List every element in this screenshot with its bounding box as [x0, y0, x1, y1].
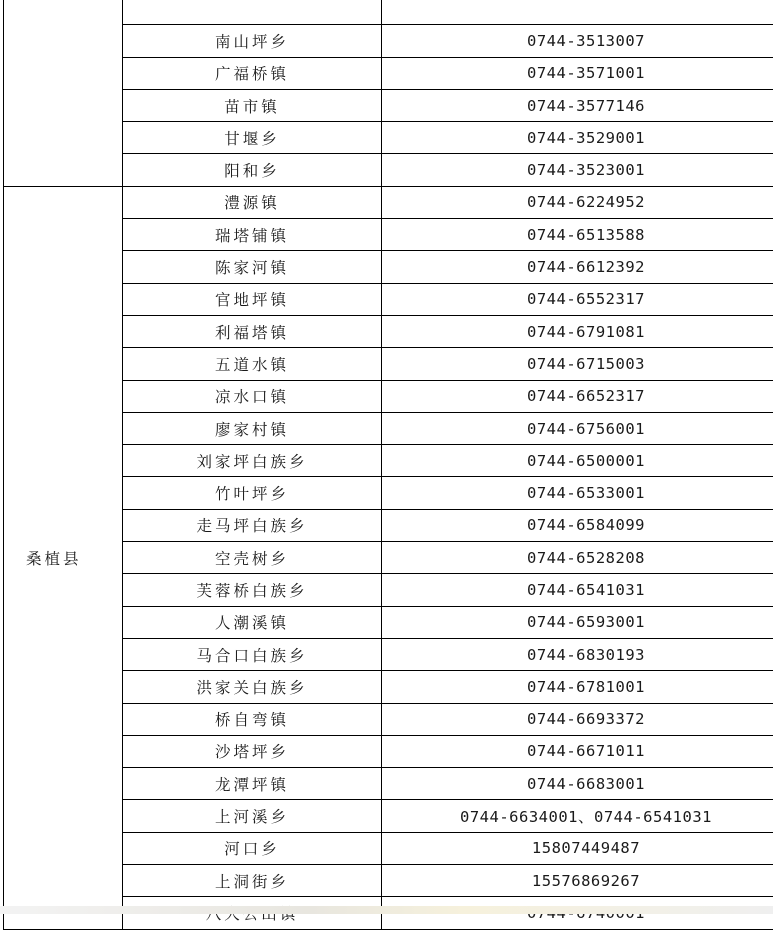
- town-cell: 南山坪乡: [123, 25, 382, 57]
- town-cell: 人潮溪镇: [123, 606, 382, 638]
- phone-cell: 0744-3577146: [382, 89, 773, 121]
- town-cell: 广福桥镇: [123, 57, 382, 89]
- town-cell: 桥自弯镇: [123, 703, 382, 735]
- phone-cell: 0744-6612392: [382, 251, 773, 283]
- phone-cell: 0744-6552317: [382, 283, 773, 315]
- phone-cell: 0744-6683001: [382, 768, 773, 800]
- town-cell: 利福塔镇: [123, 315, 382, 347]
- phone-cell: 0744-6652317: [382, 380, 773, 412]
- town-cell: 竹叶坪乡: [123, 477, 382, 509]
- phone-cell: 0744-3571001: [382, 57, 773, 89]
- phone-cell: 0744-6671011: [382, 735, 773, 767]
- phone-cell: 0744-6533001: [382, 477, 773, 509]
- town-cell: 河口乡: [123, 832, 382, 864]
- town-cell: 走马坪白族乡: [123, 509, 382, 541]
- phone-cell: 0744-6693372: [382, 703, 773, 735]
- town-cell: 上河溪乡: [123, 800, 382, 832]
- town-cell: 刘家坪白族乡: [123, 445, 382, 477]
- contact-table-body: [4, 0, 773, 929]
- town-cell: 马合口白族乡: [123, 638, 382, 670]
- contact-table: [3, 0, 773, 930]
- phone-cell: 15576869267: [382, 865, 773, 897]
- phone-cell: 0744-6634001、0744-6541031: [382, 800, 773, 832]
- phone-cell: 0744-6791081: [382, 315, 773, 347]
- phone-cell: 0744-6541031: [382, 574, 773, 606]
- town-cell: 陈家河镇: [123, 251, 382, 283]
- table-row: [4, 0, 773, 25]
- town-cell: 官地坪镇: [123, 283, 382, 315]
- phone-cell: 0744-3513007: [382, 25, 773, 57]
- phone-cell: 0744-6528208: [382, 542, 773, 574]
- town-cell: 沙塔坪乡: [123, 735, 382, 767]
- phone-cell: 0744-6830193: [382, 638, 773, 670]
- town-cell: 五道水镇: [123, 348, 382, 380]
- phone-cell: [382, 0, 773, 25]
- phone-cell: 0744-3523001: [382, 154, 773, 186]
- town-cell: 澧源镇: [123, 186, 382, 218]
- phone-cell: 15807449487: [382, 832, 773, 864]
- town-cell: 上洞街乡: [123, 865, 382, 897]
- phone-cell: 0744-6584099: [382, 509, 773, 541]
- town-cell: 洪家关白族乡: [123, 671, 382, 703]
- town-cell: 芙蓉桥白族乡: [123, 574, 382, 606]
- town-cell: 龙潭坪镇: [123, 768, 382, 800]
- page-bottom-edge: [0, 906, 773, 914]
- county-cell: [4, 0, 123, 186]
- town-cell: 凉水口镇: [123, 380, 382, 412]
- county-cell: 桑植县: [4, 186, 123, 929]
- town-cell: 空壳树乡: [123, 542, 382, 574]
- town-cell: 阳和乡: [123, 154, 382, 186]
- town-cell: 廖家村镇: [123, 412, 382, 444]
- phone-cell: 0744-6715003: [382, 348, 773, 380]
- phone-cell: 0744-6756001: [382, 412, 773, 444]
- town-cell: 甘堰乡: [123, 122, 382, 154]
- phone-cell: 0744-3529001: [382, 122, 773, 154]
- phone-cell: 0744-6224952: [382, 186, 773, 218]
- town-cell: [123, 0, 382, 25]
- phone-cell: 0744-6500001: [382, 445, 773, 477]
- town-cell: 苗市镇: [123, 89, 382, 121]
- phone-cell: 0744-6781001: [382, 671, 773, 703]
- phone-cell: 0744-6513588: [382, 219, 773, 251]
- town-cell: 瑞塔铺镇: [123, 219, 382, 251]
- phone-cell: 0744-6593001: [382, 606, 773, 638]
- table-row: [4, 186, 773, 218]
